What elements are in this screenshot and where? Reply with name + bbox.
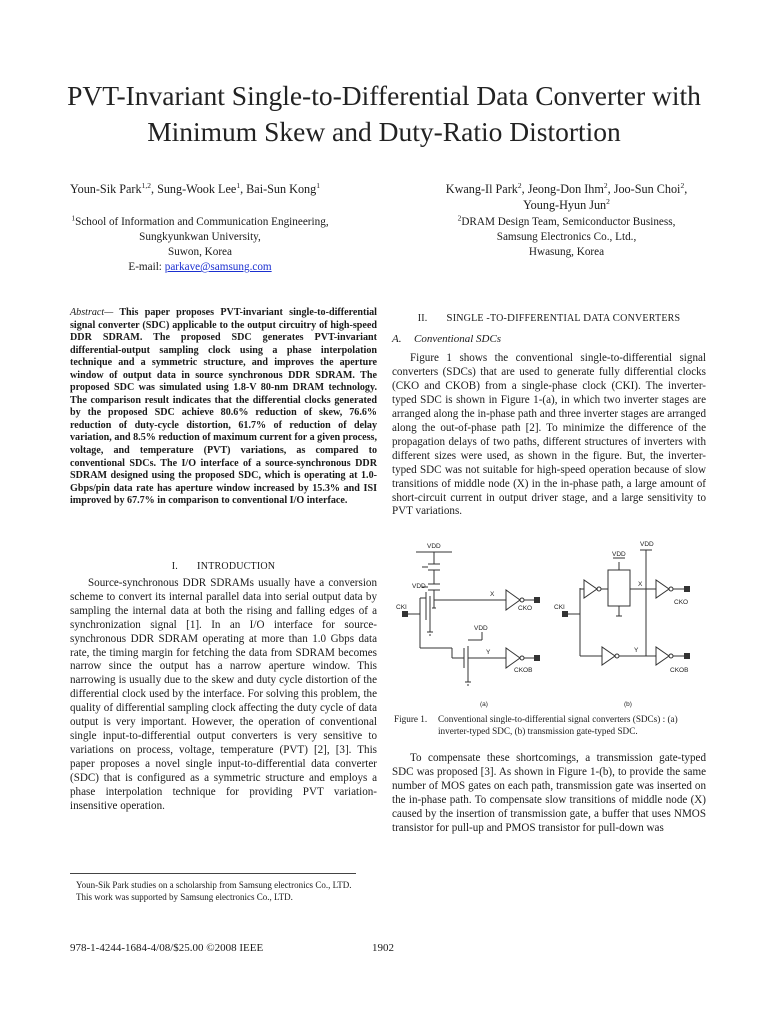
- vdd-label: VDD: [640, 541, 654, 548]
- affil-line: Samsung Electronics Co., Ltd.,: [496, 231, 637, 243]
- cki-label: CKI: [396, 604, 407, 611]
- author-name: Joo-Sun Choi: [613, 182, 681, 196]
- abstract: [70, 307, 377, 508]
- section-heading-introduction: [70, 560, 377, 572]
- section-title-part: D: [507, 312, 516, 324]
- abstract-text: This paper proposes PVT-invariant single-to-differential signal converter (SDC) applicable to the output circuitry of high-speed DDR SDRAM. The proposed SDC generates PVT-invariant differential-output sampling clock using a phase interpolation technique and a symmetric structure, and improves the aperture window of output data in source synchronous DDR SDRAM. The proposed SDC was simulated using 1.8-V 80-nm DRAM technology. The comparison result indicates that the differential clocks generated by the proposed SDC achieve 80.6% reduction of skew, 76.6% reduction of duty-cycle distortion, 61.7% of reduction of delay variation, and 8.5% reduction of maximum current for a given process, voltage, and temperature (PVT) variations, as compared to conventional SDCs. The I/O interface of a source-synchronous DDR SDRAM designed using the proposed SDC, which is operating at 1.0-Gbps/pin data rate has aperture window increased by 15.3% and ISI improved by 67.7% in comparison to conventional I/O interface.: [70, 307, 377, 507]
- sdc-paragraph-2: [392, 752, 706, 836]
- subfigure-label-b: (b): [624, 701, 632, 708]
- section-title-part: D: [583, 312, 592, 324]
- subsection-number: A.: [392, 333, 402, 345]
- email-label: E-mail:: [128, 261, 165, 273]
- vdd-label: VDD: [412, 583, 426, 590]
- author-name: Kwang-Il Park: [445, 182, 518, 196]
- author-affil-mark: 2: [517, 180, 522, 190]
- output-pin: [534, 597, 540, 603]
- subsection-heading: [392, 333, 706, 345]
- node-y-label: Y: [486, 649, 491, 656]
- cko-label: CKO: [518, 605, 533, 612]
- author-affil-mark: 2: [603, 180, 608, 190]
- section-heading-sdc: [392, 312, 706, 324]
- paper-title: PVT-Invariant Single-to-Differential Data Converter with Minimum Skew and Duty-Ratio Distortion: [67, 80, 701, 147]
- node-x-label: X: [638, 581, 643, 588]
- footnote: [76, 880, 376, 903]
- page-number: 1902: [372, 942, 394, 954]
- author-affil-mark: 2: [680, 180, 685, 190]
- affil-line: Sungkyunkwan University,: [139, 231, 261, 243]
- ckob-label: CKOB: [514, 667, 533, 674]
- author-affil-mark: 1,2: [141, 180, 151, 190]
- affiliation-right: [405, 215, 728, 260]
- footnote-line: This work was supported by Samsung electronics Co., LTD.: [76, 891, 293, 902]
- authors-left: Youn-Sik Park$^{1,2}$, Sung-Wook Lee$^1$, Bai-Sun Kong$^1$: [70, 180, 320, 196]
- circuit-a: [406, 552, 536, 685]
- section-number: II.: [417, 313, 428, 324]
- vdd-label: VDD: [427, 543, 441, 550]
- paragraph: To compensate these shortcomings, a transmission gate-typed SDC was proposed [3]. As shown in Figure 1-(b), to provide the same number of MOS gates on each path, transmission gate was inserted on the in-phase path. To compensate slow transitions of middle node (X) caused by the insertion of transmission gate, a buffer that uses NMOS transistor for pull-up and PMOS transistor for pull-down was: [392, 752, 706, 834]
- copyright-notice: 978-1-4244-1684-4/08/$25.00 ©2008 IEEE: [70, 942, 264, 954]
- input-pin: [402, 611, 408, 617]
- vdd-label: VDD: [474, 625, 488, 632]
- author-name: Young-Hyun Jun: [523, 197, 607, 212]
- output-pin: [684, 653, 690, 659]
- author-affil-mark: 1: [236, 180, 241, 190]
- node-y-label: Y: [634, 647, 639, 654]
- authors-right: Kwang-Il Park$^2$, Jeong-Don Ihm$^2$, Joo-Sun Choi$^2$, Young-Hyun Jun$^2$: [445, 180, 688, 212]
- author-name: Bai-Sun Kong: [246, 182, 317, 196]
- section-title-part: ONVERTERS: [620, 313, 681, 324]
- section-title: NTRODUCTION: [200, 561, 276, 572]
- output-pin: [534, 655, 540, 661]
- caption-label: Figure 1.: [394, 714, 428, 724]
- section-title-part: S: [446, 312, 453, 324]
- figure-caption: [394, 714, 708, 737]
- ckob-label: CKOB: [670, 667, 689, 674]
- affil-line: Suwon, Korea: [167, 246, 232, 258]
- affil-mark: 1: [71, 213, 76, 223]
- footnote-divider: [70, 873, 356, 874]
- section-title-part: C: [612, 312, 621, 324]
- author-affil-mark: 2: [606, 196, 610, 206]
- paragraph: Figure 1 shows the conventional single-to-differential signal converters (SDCs) that are used to generate fully differential clocks (CKO and CKOB) from a single-phase clock (CKI). The inverter-typed SDC is shown in Figure 1-(a), in which two inverter stages are arranged along the in-phase path and three inverter stages are arranged along the out-of-phase path [2]. To minimize the difference of the propagation delays of two paths, different structures of inverters with different sizes were used, as shown in the figure. But, the inverter-typed SDC was not suitable for high-speed operation because of slow transitions of middle node (X) in the in-phase path, a large amount of short-circuit current in output driver stage, and a large sensitivity to PVT variations.: [392, 352, 706, 518]
- affil-line: Hwasung, Korea: [528, 246, 605, 258]
- author-name: Jeong-Don Ihm: [527, 182, 604, 196]
- author-name: Sung-Wook Lee: [157, 182, 237, 196]
- caption-line: Conventional single-to-differential signal converters (SDCs) : (a): [438, 714, 678, 724]
- figure-1-circuit-diagram: [394, 536, 710, 711]
- sdc-paragraph-1: [392, 352, 706, 519]
- cko-label: CKO: [674, 599, 689, 606]
- cki-label: CKI: [554, 604, 565, 611]
- section-title-part: INGLE -TO-: [452, 313, 508, 324]
- node-x-label: X: [490, 591, 495, 598]
- affil-line: DRAM Design Team, Semiconductor Business,: [461, 216, 676, 228]
- output-pin: [684, 586, 690, 592]
- section-title-part: IFFERENTIAL: [515, 313, 584, 324]
- section-initial: I: [196, 560, 201, 572]
- abstract-lead: Abstract—: [70, 307, 114, 318]
- affil-mark: 2: [457, 213, 462, 223]
- introduction-text: [70, 577, 377, 813]
- subfigure-label-a: (a): [480, 701, 488, 708]
- subsection-title: Conventional SDCs: [414, 333, 502, 345]
- affil-line: School of Information and Communication Engineering,: [75, 216, 329, 228]
- author-affil-mark: 1: [316, 180, 320, 190]
- input-pin: [562, 611, 568, 617]
- section-number: I.: [171, 561, 179, 572]
- paragraph: Source-synchronous DDR SDRAMs usually have a conversion scheme to convert its internal parallel data into serial output data by sampling the internal data at both the rising and falling edges of a synchronization signal [1]. In an I/O interface for source-synchronous DDR SDRAM operating at more than 1.0 Gbps data rate, the timing margin for fetching the data from SDRAM becomes narrow since the output has a narrow aperture window. This narrowing is usually due to the skew and duty cycle distortion of the differential clock used by the interface. For solving this problem, the quality of differential sampling clock affecting the duty cycle of data output is very important. However, the operation of conventional single input-to-differential output converters is very sensitive to variations on process, voltage, temperature (PVT) [2], [3]. This paper proposes a novel single input-to-differential data converter (SDC) that is configured as a symmetric structure and employs a phase interpolation technique for providing PVT variation-insensitive operation.: [70, 577, 377, 812]
- footnote-line: Youn-Sik Park studies on a scholarship from Samsung electronics Co., LTD.: [76, 880, 352, 890]
- author-name: Youn-Sik Park: [70, 182, 142, 196]
- email-link[interactable]: parkave@samsung.com: [164, 261, 272, 273]
- section-title-part: ATA: [591, 313, 613, 324]
- vdd-label: VDD: [612, 551, 626, 558]
- circuit-b: [566, 550, 689, 665]
- affiliation-left: [40, 215, 360, 275]
- caption-line: inverter-typed SDC, (b) transmission gate-typed SDC.: [438, 725, 638, 736]
